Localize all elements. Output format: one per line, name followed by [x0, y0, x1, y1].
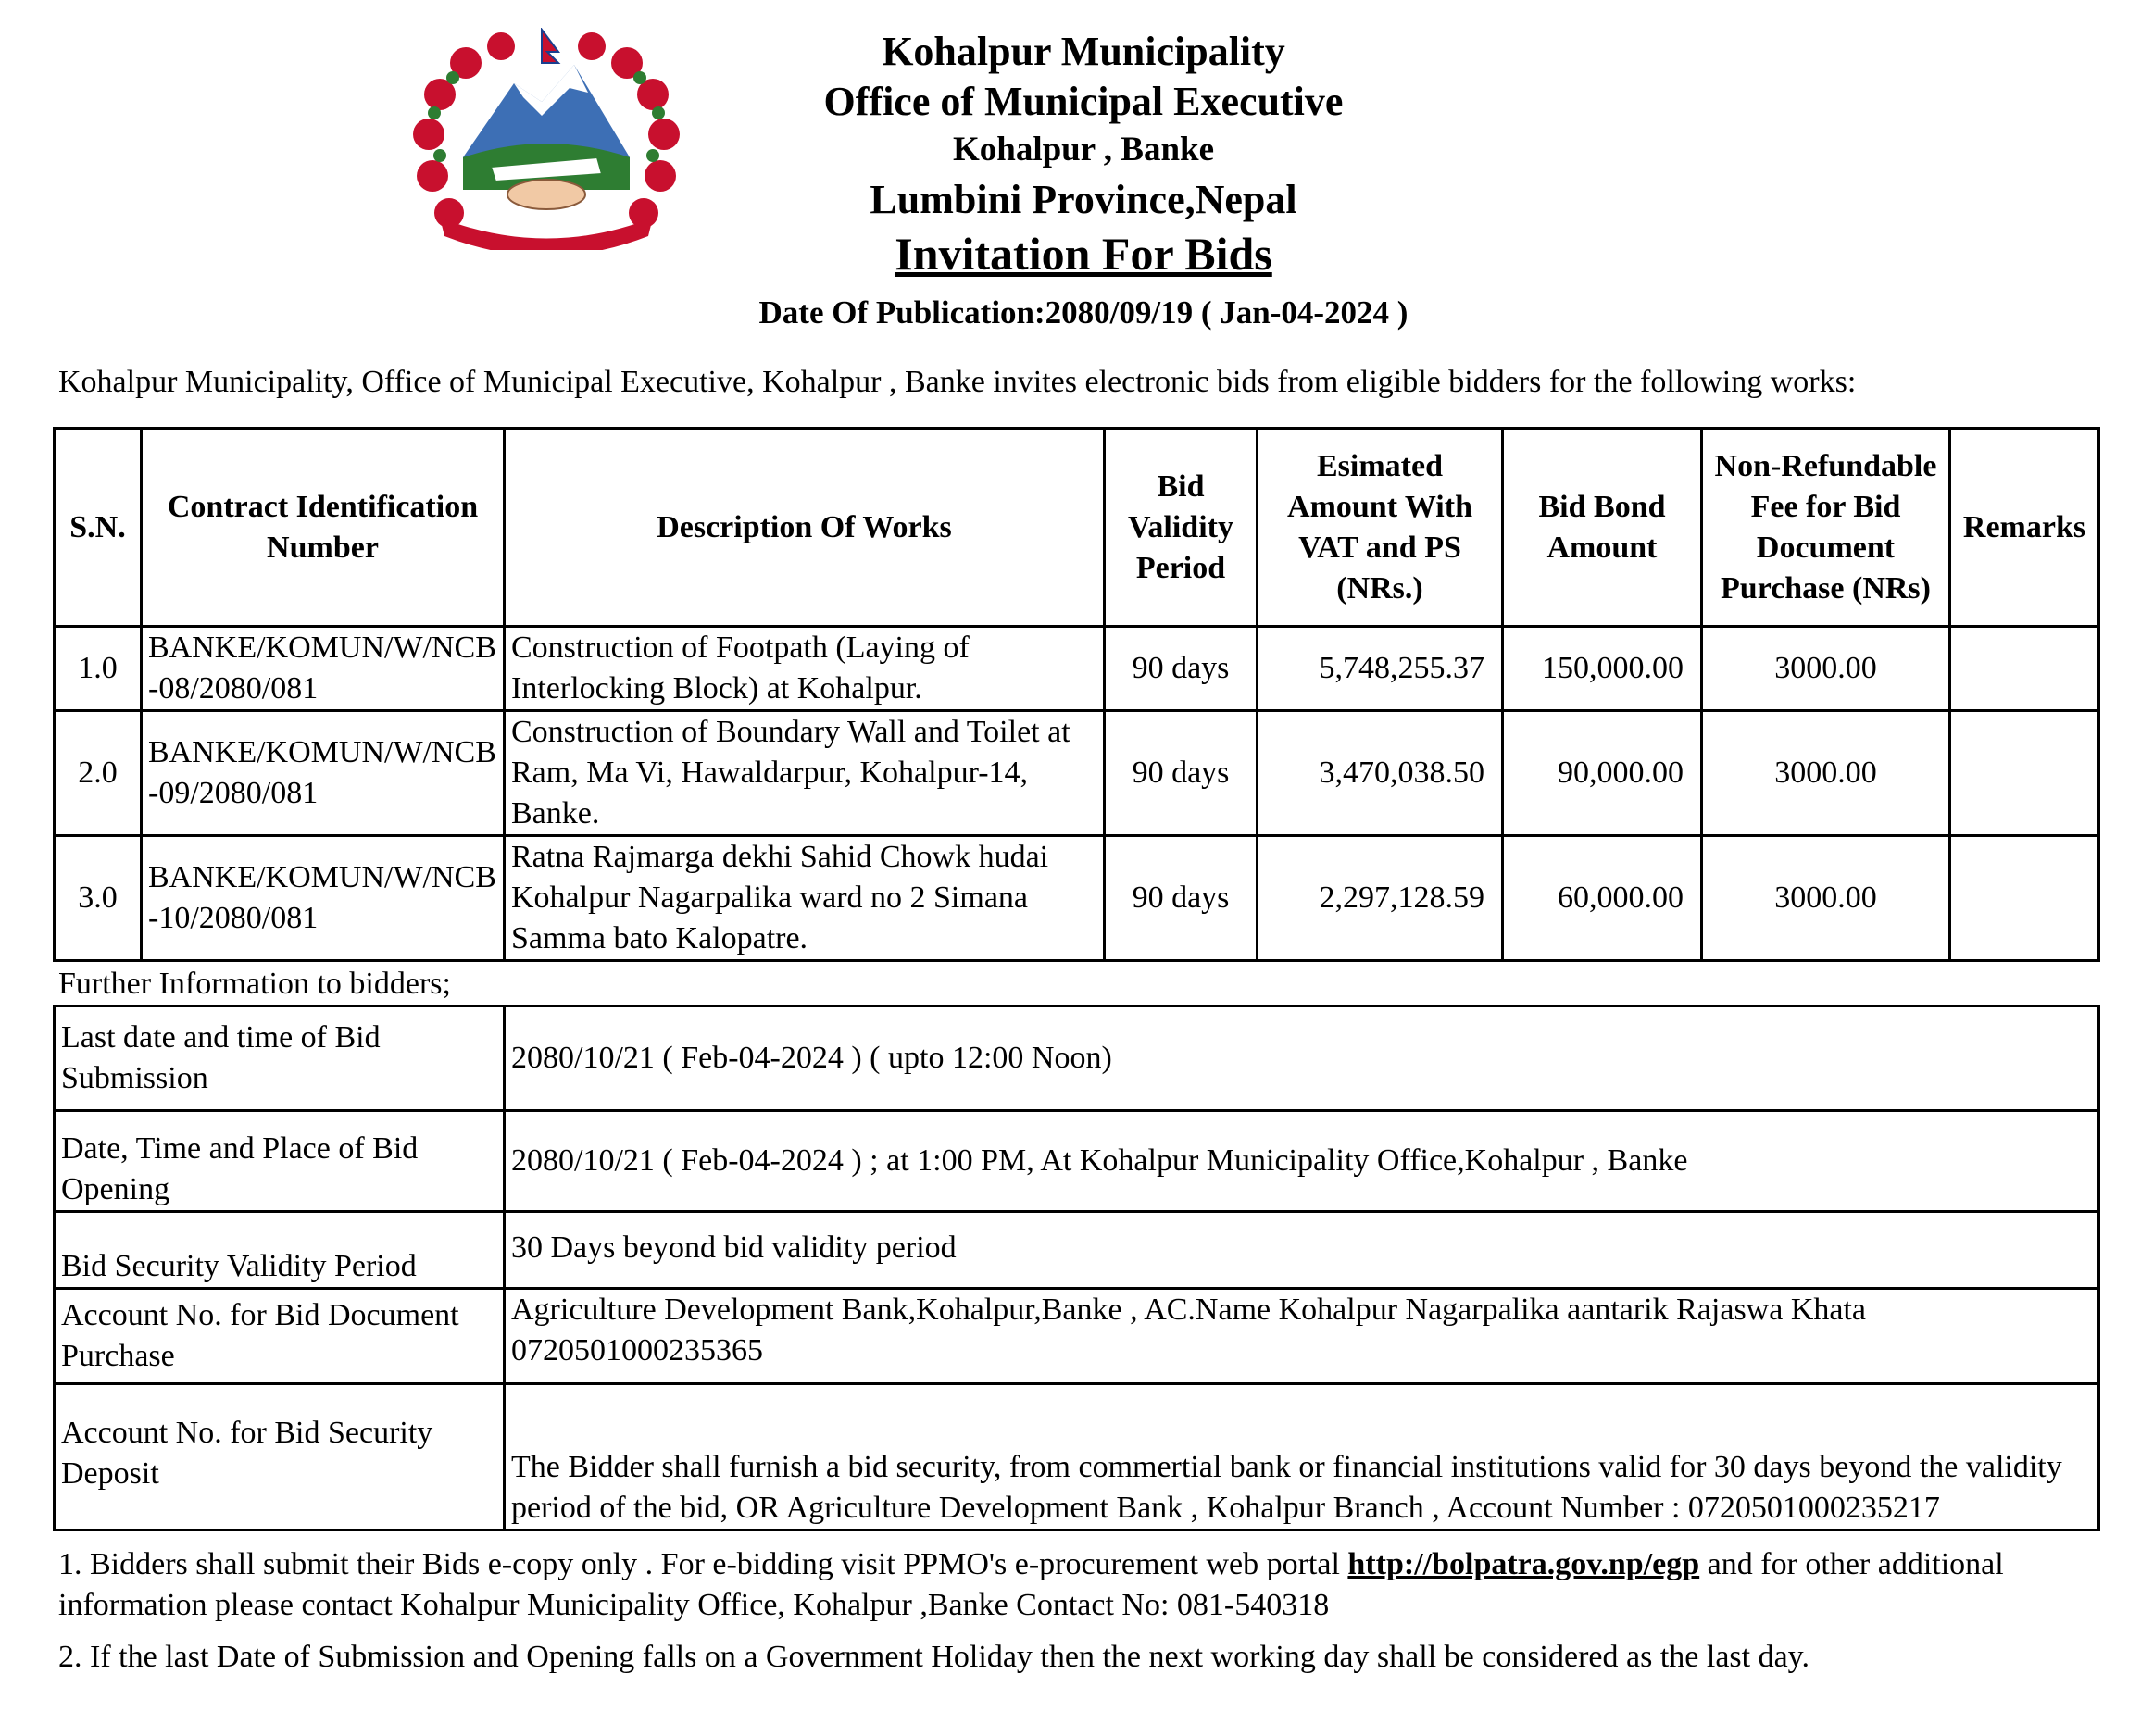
cell-sn: 3.0	[55, 836, 142, 961]
note-2: 2. If the last Date of Submission and Opening falls on a Government Holiday then the next working day shall be considered as the last day.	[58, 1640, 1809, 1674]
header-bid-bond: Bid Bond Amount	[1503, 429, 1702, 627]
cell-description: Ratna Rajmarga dekhi Sahid Chowk hudai Kohalpur Nagarpalika ward no 2 Simana Samma bato Kalopatre.	[505, 836, 1105, 961]
national-flag-icon	[542, 30, 558, 63]
cell-fee: 3000.00	[1702, 836, 1950, 961]
note-1	[58, 1544, 2096, 1626]
cell-validity: 90 days	[1105, 711, 1258, 836]
motto-ribbon	[440, 218, 653, 250]
info-row	[55, 1384, 2099, 1530]
info-row	[55, 1006, 2099, 1111]
note-1-contact: and for other additional information please contact Kohalpur Municipality Office, Kohalpur ,Banke Contact No: 081-540318	[58, 1547, 2004, 1622]
bids-table	[53, 427, 2100, 962]
info-row	[55, 1289, 2099, 1384]
header-fee: Non-Refundable Fee for Bid Document Purchase (NRs)	[1702, 429, 1950, 627]
document-title: Invitation For Bids	[895, 228, 1272, 280]
info-label: Account No. for Bid Document Purchase	[55, 1289, 505, 1384]
cell-validity: 90 days	[1105, 836, 1258, 961]
cell-sn: 1.0	[55, 627, 142, 711]
info-label: Last date and time of Bid Submission	[55, 1006, 505, 1111]
cell-bid-bond: 90,000.00	[1503, 711, 1702, 836]
cell-contract-id: BANKE/KOMUN/W/NCB-08/2080/081	[142, 627, 505, 711]
cell-bid-bond: 150,000.00	[1503, 627, 1702, 711]
info-value: 30 Days beyond bid validity period	[505, 1212, 2099, 1289]
handshake-icon	[507, 180, 585, 209]
cell-remarks	[1950, 627, 2099, 711]
cell-description: Construction of Footpath (Laying of Interlocking Block) at Kohalpur.	[505, 627, 1105, 711]
info-value: Agriculture Development Bank,Kohalpur,Banke , AC.Name Kohalpur Nagarpalika aantarik Rajaswa Khata 0720501000235365	[505, 1289, 2099, 1384]
cell-fee: 3000.00	[1702, 711, 1950, 836]
further-info-table	[53, 1005, 2100, 1531]
table-row	[55, 711, 2099, 836]
nepal-emblem-logo	[412, 28, 681, 250]
header-sn: S.N.	[55, 429, 142, 627]
egp-portal-link[interactable]: http://bolpatra.gov.np/egp	[1347, 1547, 1700, 1581]
header-estimated-amount: Esimated Amount With VAT and PS (NRs.)	[1258, 429, 1503, 627]
cell-estimated-amount: 3,470,038.50	[1258, 711, 1503, 836]
cell-bid-bond: 60,000.00	[1503, 836, 1702, 961]
bids-table-header	[55, 429, 2099, 627]
cell-description: Construction of Boundary Wall and Toilet at Ram, Ma Vi, Hawaldarpur, Kohalpur-14, Banke.	[505, 711, 1105, 836]
info-value: The Bidder shall furnish a bid security, from commertial bank or financial institutions valid for 30 days beyond the validity period of the bid, OR Agriculture Development Bank , Kohalpur Branch , Account Number : 0720501000235217	[505, 1384, 2099, 1530]
cell-remarks	[1950, 836, 2099, 961]
info-label: Account No. for Bid Security Deposit	[55, 1384, 505, 1530]
info-label: Bid Security Validity Period	[55, 1212, 505, 1289]
province-name: Lumbini Province,Nepal	[870, 177, 1297, 222]
cell-contract-id: BANKE/KOMUN/W/NCB-09/2080/081	[142, 711, 505, 836]
municipality-name: Kohalpur Municipality	[882, 29, 1285, 74]
table-row	[55, 627, 2099, 711]
office-location: Kohalpur , Banke	[952, 131, 1215, 169]
cell-contract-id: BANKE/KOMUN/W/NCB-10/2080/081	[142, 836, 505, 961]
header-contract-id: Contract Identification Number	[142, 429, 505, 627]
header-description: Description Of Works	[505, 429, 1105, 627]
header-validity: Bid Validity Period	[1105, 429, 1258, 627]
intro-text: Kohalpur Municipality, Office of Municipal Executive, Kohalpur , Banke invites electronic bids from eligible bidders for the following works:	[58, 365, 1857, 399]
cell-estimated-amount: 5,748,255.37	[1258, 627, 1503, 711]
publication-date: Date Of Publication:2080/09/19 ( Jan-04-2024 )	[758, 294, 1409, 331]
note-1-text: 1. Bidders shall submit their Bids e-copy only . For e-bidding visit PPMO's e-procurement web portal	[58, 1547, 1348, 1581]
table-row	[55, 836, 2099, 961]
office-name: Office of Municipal Executive	[823, 79, 1344, 124]
info-label: Date, Time and Place of Bid Opening	[55, 1111, 505, 1212]
cell-validity: 90 days	[1105, 627, 1258, 711]
header-remarks: Remarks	[1950, 429, 2099, 627]
cell-estimated-amount: 2,297,128.59	[1258, 836, 1503, 961]
info-value: 2080/10/21 ( Feb-04-2024 ) ( upto 12:00 Noon)	[505, 1006, 2099, 1111]
info-row	[55, 1212, 2099, 1289]
further-info-label: Further Information to bidders;	[58, 967, 451, 1001]
cell-sn: 2.0	[55, 711, 142, 836]
cell-remarks	[1950, 711, 2099, 836]
info-value: 2080/10/21 ( Feb-04-2024 ) ; at 1:00 PM, At Kohalpur Municipality Office,Kohalpur , Banke	[505, 1111, 2099, 1212]
cell-fee: 3000.00	[1702, 627, 1950, 711]
info-row	[55, 1111, 2099, 1212]
